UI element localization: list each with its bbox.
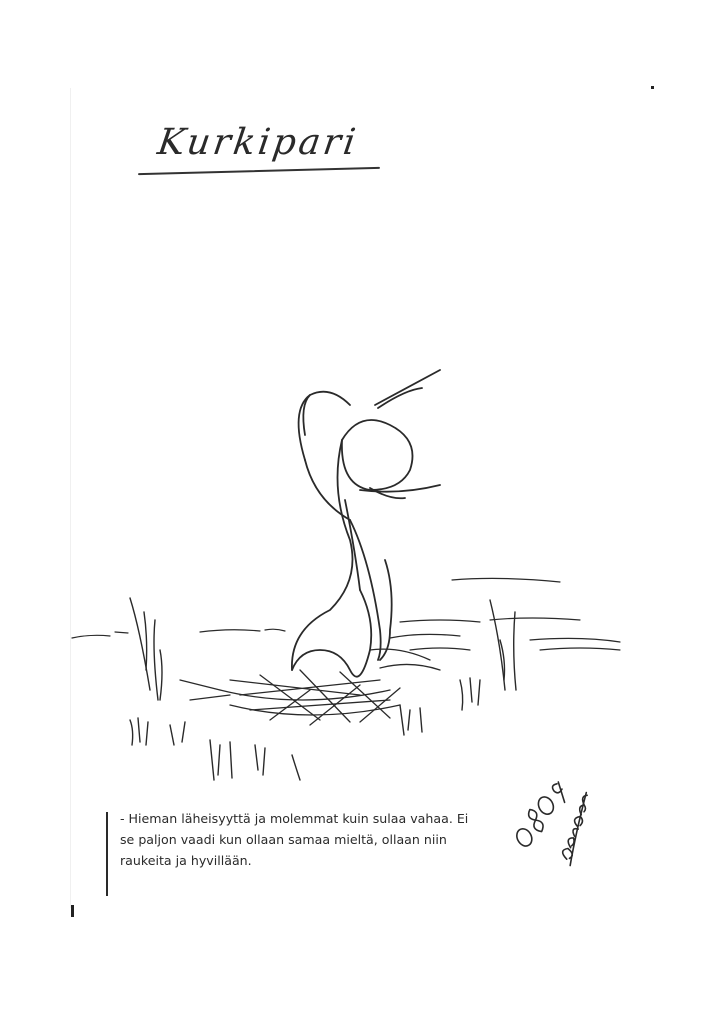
caption-line: - Hieman läheisyyttä ja molemmat kuin sulaa vahaa. Ei	[120, 811, 469, 826]
title-underline	[138, 167, 380, 175]
caption-line: raukeita ja hyvillään.	[120, 853, 252, 868]
scan-mark	[71, 905, 74, 917]
grass-bottom	[170, 705, 422, 780]
reeds-left	[130, 598, 162, 745]
caption-line: se paljon vaadi kun ollaan samaa mieltä, ollaan niin	[120, 832, 447, 847]
caption-bar	[106, 812, 108, 896]
title-text: Kurkipari	[155, 122, 361, 163]
page-title	[130, 118, 390, 188]
caption	[120, 808, 480, 871]
signature	[500, 750, 620, 880]
horizon-right	[390, 578, 620, 650]
horizon-left	[72, 629, 285, 638]
signature-date	[503, 782, 578, 849]
signature-name	[552, 792, 604, 865]
reeds-right	[460, 600, 516, 710]
crane-front	[292, 420, 440, 677]
crane-pair-drawing	[60, 350, 660, 800]
scan-mark	[651, 86, 654, 89]
